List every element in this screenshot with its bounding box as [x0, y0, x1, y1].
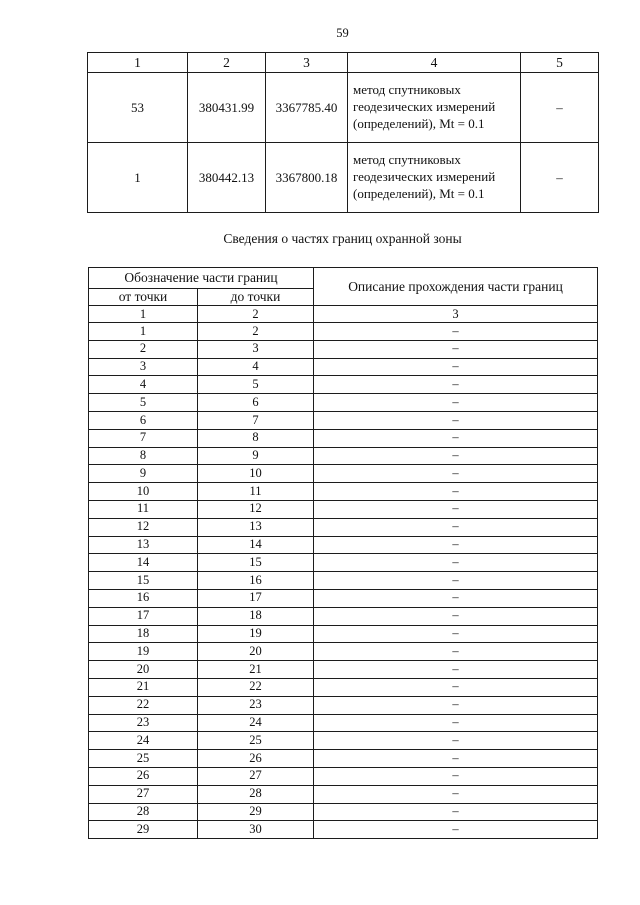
- parts-table-row: [89, 714, 598, 732]
- description-cell: –: [314, 376, 598, 394]
- to-point-cell: 8: [198, 429, 314, 447]
- parts-table-row: [89, 376, 598, 394]
- to-point-cell: 12: [198, 500, 314, 518]
- to-point-cell: 13: [198, 518, 314, 536]
- parts-table-row: [89, 572, 598, 590]
- to-point-cell: 16: [198, 572, 314, 590]
- parts-table-row: [89, 732, 598, 750]
- description-cell: –: [314, 732, 598, 750]
- parts-table-row: [89, 589, 598, 607]
- parts-colnum-2: 2: [198, 306, 314, 323]
- parts-table-row: [89, 661, 598, 679]
- description-cell: –: [314, 661, 598, 679]
- parts-table-row: [89, 696, 598, 714]
- parts-table-row: [89, 643, 598, 661]
- to-point-cell: 17: [198, 589, 314, 607]
- description-cell: –: [314, 411, 598, 429]
- coords-col-header-1: 1: [88, 53, 188, 73]
- description-cell: –: [314, 767, 598, 785]
- description-cell: –: [314, 323, 598, 341]
- description-cell: –: [314, 750, 598, 768]
- parts-table-row: [89, 767, 598, 785]
- from-point-cell: 4: [89, 376, 198, 394]
- from-point-cell: 3: [89, 358, 198, 376]
- parts-table-row: [89, 750, 598, 768]
- from-point-cell: 27: [89, 785, 198, 803]
- from-point-cell: 12: [89, 518, 198, 536]
- coords-table-body: [88, 73, 599, 213]
- from-point-cell: 28: [89, 803, 198, 821]
- from-point-cell: 18: [89, 625, 198, 643]
- from-point-cell: 1: [89, 323, 198, 341]
- from-point-cell: 22: [89, 696, 198, 714]
- from-point-cell: 23: [89, 714, 198, 732]
- to-point-cell: 19: [198, 625, 314, 643]
- parts-table-row: [89, 429, 598, 447]
- section-title: Сведения о частях границ охранной зоны: [223, 231, 462, 246]
- description-cell: –: [314, 358, 598, 376]
- parts-table-row: [89, 785, 598, 803]
- to-point-cell: 23: [198, 696, 314, 714]
- coords-col-header-2: 2: [188, 53, 266, 73]
- to-point-cell: 2: [198, 323, 314, 341]
- point-number-cell: 53: [88, 73, 188, 143]
- to-point-cell: 29: [198, 803, 314, 821]
- parts-table-row: [89, 394, 598, 412]
- parts-table-row: [89, 340, 598, 358]
- parts-table-row: [89, 536, 598, 554]
- parts-table-body: [89, 323, 598, 839]
- page-number: 59: [336, 26, 349, 40]
- from-point-cell: 17: [89, 607, 198, 625]
- parts-table-row: [89, 465, 598, 483]
- coords-table-header-row: [88, 53, 599, 73]
- description-cell: –: [314, 572, 598, 590]
- parts-table-row: [89, 821, 598, 839]
- to-point-cell: 25: [198, 732, 314, 750]
- coords-table-row: [88, 73, 599, 143]
- description-cell: –: [314, 821, 598, 839]
- from-point-cell: 16: [89, 589, 198, 607]
- description-cell: –: [314, 785, 598, 803]
- from-point-cell: 20: [89, 661, 198, 679]
- description-cell: –: [314, 589, 598, 607]
- from-point-cell: 9: [89, 465, 198, 483]
- description-cell: –: [314, 465, 598, 483]
- parts-header-description: Описание прохождения части границ: [314, 268, 598, 306]
- parts-table-row: [89, 607, 598, 625]
- from-point-cell: 13: [89, 536, 198, 554]
- coords-col-header-3: 3: [266, 53, 348, 73]
- from-point-cell: 25: [89, 750, 198, 768]
- to-point-cell: 5: [198, 376, 314, 394]
- parts-table-row: [89, 678, 598, 696]
- to-point-cell: 11: [198, 483, 314, 501]
- from-point-cell: 21: [89, 678, 198, 696]
- parts-header-to-point: до точки: [198, 289, 314, 306]
- boundary-parts-table: [88, 267, 598, 839]
- parts-header-from-point: от точки: [89, 289, 198, 306]
- note-cell: –: [521, 73, 599, 143]
- coordinate-y-cell: 3367785.40: [266, 73, 348, 143]
- parts-table-row: [89, 483, 598, 501]
- coordinate-y-cell: 3367800.18: [266, 143, 348, 213]
- description-cell: –: [314, 447, 598, 465]
- parts-table-row: [89, 500, 598, 518]
- parts-header-designation: Обозначение части границ: [89, 268, 314, 289]
- to-point-cell: 27: [198, 767, 314, 785]
- from-point-cell: 14: [89, 554, 198, 572]
- description-cell: –: [314, 536, 598, 554]
- to-point-cell: 24: [198, 714, 314, 732]
- to-point-cell: 26: [198, 750, 314, 768]
- parts-table-row: [89, 447, 598, 465]
- coords-col-header-4: 4: [348, 53, 521, 73]
- point-number-cell: 1: [88, 143, 188, 213]
- to-point-cell: 3: [198, 340, 314, 358]
- from-point-cell: 10: [89, 483, 198, 501]
- to-point-cell: 22: [198, 678, 314, 696]
- parts-table-row: [89, 411, 598, 429]
- coords-col-header-5: 5: [521, 53, 599, 73]
- from-point-cell: 2: [89, 340, 198, 358]
- parts-table-column-number-row: [89, 306, 598, 323]
- from-point-cell: 8: [89, 447, 198, 465]
- parts-table-row: [89, 554, 598, 572]
- from-point-cell: 7: [89, 429, 198, 447]
- description-cell: –: [314, 643, 598, 661]
- to-point-cell: 30: [198, 821, 314, 839]
- parts-colnum-3: 3: [314, 306, 598, 323]
- coords-table-row: [88, 143, 599, 213]
- to-point-cell: 20: [198, 643, 314, 661]
- from-point-cell: 26: [89, 767, 198, 785]
- method-cell: метод спутниковых геодезических измерений (определений), Mt = 0.1: [348, 73, 521, 143]
- description-cell: –: [314, 803, 598, 821]
- description-cell: –: [314, 394, 598, 412]
- from-point-cell: 29: [89, 821, 198, 839]
- from-point-cell: 5: [89, 394, 198, 412]
- description-cell: –: [314, 678, 598, 696]
- parts-table-row: [89, 323, 598, 341]
- description-cell: –: [314, 429, 598, 447]
- coordinates-table: [87, 52, 599, 213]
- description-cell: –: [314, 340, 598, 358]
- to-point-cell: 10: [198, 465, 314, 483]
- to-point-cell: 9: [198, 447, 314, 465]
- from-point-cell: 11: [89, 500, 198, 518]
- to-point-cell: 18: [198, 607, 314, 625]
- description-cell: –: [314, 607, 598, 625]
- parts-table-row: [89, 803, 598, 821]
- to-point-cell: 15: [198, 554, 314, 572]
- from-point-cell: 24: [89, 732, 198, 750]
- parts-table-row: [89, 625, 598, 643]
- description-cell: –: [314, 554, 598, 572]
- coordinate-x-cell: 380442.13: [188, 143, 266, 213]
- parts-colnum-1: 1: [89, 306, 198, 323]
- to-point-cell: 4: [198, 358, 314, 376]
- from-point-cell: 6: [89, 411, 198, 429]
- to-point-cell: 28: [198, 785, 314, 803]
- parts-table-row: [89, 358, 598, 376]
- description-cell: –: [314, 500, 598, 518]
- from-point-cell: 19: [89, 643, 198, 661]
- parts-table-group-header-row: [89, 268, 598, 289]
- note-cell: –: [521, 143, 599, 213]
- to-point-cell: 21: [198, 661, 314, 679]
- description-cell: –: [314, 625, 598, 643]
- parts-table-row: [89, 518, 598, 536]
- method-cell: метод спутниковых геодезических измерений (определений), Mt = 0.1: [348, 143, 521, 213]
- description-cell: –: [314, 483, 598, 501]
- description-cell: –: [314, 714, 598, 732]
- to-point-cell: 14: [198, 536, 314, 554]
- from-point-cell: 15: [89, 572, 198, 590]
- description-cell: –: [314, 696, 598, 714]
- to-point-cell: 7: [198, 411, 314, 429]
- to-point-cell: 6: [198, 394, 314, 412]
- coordinate-x-cell: 380431.99: [188, 73, 266, 143]
- description-cell: –: [314, 518, 598, 536]
